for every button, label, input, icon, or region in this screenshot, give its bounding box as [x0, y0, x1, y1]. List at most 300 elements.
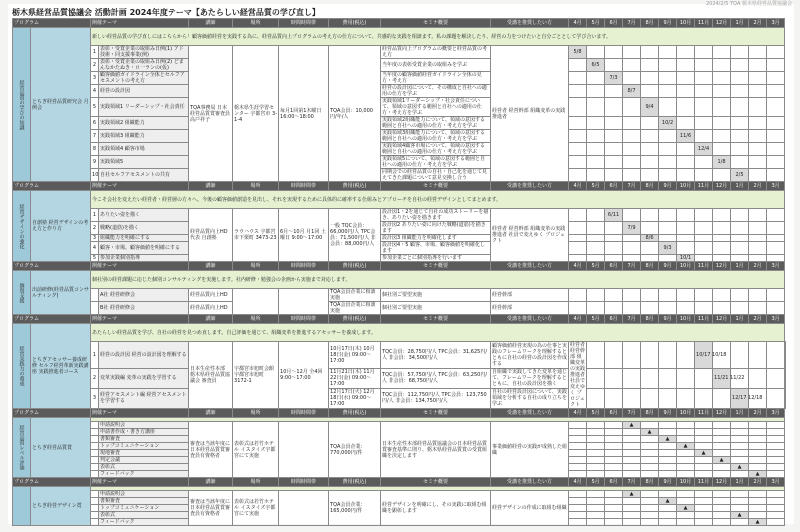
month-cell [623, 342, 641, 369]
month-cell [749, 209, 767, 222]
month-header: 8月 [641, 478, 659, 487]
section-program-title: とちぎアセッサー養成研修 セルフ経営革新実践講座 実践推進者コース [31, 324, 91, 409]
month-cell [767, 368, 785, 388]
month-cell [731, 255, 749, 262]
month-cell [587, 436, 605, 443]
month-cell [587, 512, 605, 519]
month-cell [731, 422, 749, 429]
month-cell [749, 422, 767, 429]
month-header: 7月 [623, 315, 641, 324]
month-cell [749, 443, 767, 450]
month-header: 2月 [749, 409, 767, 418]
month-header: 3月 [767, 409, 785, 418]
month-cell [623, 388, 641, 408]
month-header: 11月 [695, 315, 713, 324]
month-cell [731, 443, 749, 450]
month-cell [695, 491, 713, 498]
month-cell [677, 169, 695, 182]
month-cell [677, 85, 695, 98]
month-cell: 1/8 [713, 156, 731, 169]
month-cell [767, 429, 785, 436]
month-cell [641, 130, 659, 143]
month-cell [677, 422, 695, 429]
month-cell [695, 302, 713, 315]
month-cell [587, 491, 605, 498]
month-cell [659, 235, 677, 242]
month-cell: ▲ [749, 519, 767, 526]
month-header: 6月 [605, 262, 623, 271]
fee-header: 費用(税込) [329, 478, 381, 487]
session-topic: 申請説明会 [99, 491, 189, 498]
month-cell [659, 505, 677, 512]
month-cell: ▲ [749, 471, 767, 478]
month-cell [767, 98, 785, 117]
month-cell [767, 117, 785, 130]
session-topic: 経営の設計図 [99, 85, 189, 98]
month-header: 5月 [587, 409, 605, 418]
row-number: 5 [91, 98, 99, 117]
session-summary: 実践領域4顧客市場について、領域の意図する範囲と自社への適用の仕方・考え方を学ぶ [381, 143, 491, 156]
month-cell [569, 85, 587, 98]
month-cell [767, 242, 785, 255]
month-cell [677, 209, 695, 222]
empty-cell [279, 491, 329, 526]
month-cell [587, 117, 605, 130]
sub-header: 開催テーマ [91, 315, 189, 324]
month-cell [713, 422, 731, 429]
session-summary: 設計図2 ありたい姿に向けた戦略(道筋)を描きます [381, 222, 491, 235]
month-cell [623, 117, 641, 130]
month-cell [587, 169, 605, 182]
month-cell [731, 143, 749, 156]
month-cell [605, 242, 623, 255]
month-cell [677, 242, 695, 255]
row-number [91, 498, 99, 505]
month-cell: 12/4 [695, 143, 713, 156]
row-number [91, 436, 99, 443]
row-number: 1 [91, 342, 99, 369]
row-number [91, 505, 99, 512]
month-cell [767, 512, 785, 519]
month-cell [713, 85, 731, 98]
month-cell [569, 117, 587, 130]
section-target: 経営者 経営幹部 組織変革の実践推進者 社員で変えゆく プロジェクト [491, 209, 569, 262]
month-cell [659, 388, 677, 408]
month-cell [713, 242, 731, 255]
month-cell [713, 143, 731, 156]
header-row [13, 409, 786, 418]
month-cell [767, 342, 785, 369]
month-header: 11月 [695, 19, 713, 28]
month-cell [749, 512, 767, 519]
month-header: 8月 [641, 315, 659, 324]
session-topic: 実践領域4 顧客市場 [99, 143, 189, 156]
month-cell [767, 209, 785, 222]
month-cell [569, 242, 587, 255]
month-cell [677, 471, 695, 478]
month-cell: 8/6 [641, 235, 659, 242]
month-header: 7月 [623, 478, 641, 487]
month-cell: 2/5 [731, 169, 749, 182]
month-cell [587, 98, 605, 117]
lecturer-header: 講師 [189, 315, 233, 324]
month-cell [587, 457, 605, 464]
month-cell [767, 46, 785, 59]
section-seminar: 経営デザインを明確にし、その実践に取組む組織を顕彰します [381, 491, 491, 526]
month-cell [623, 443, 641, 450]
session-lecturer: 審査は当該年度に日本経営品質賞審査員有資格者 [189, 491, 233, 526]
session-topic: 経営アセスメント編 経営アセスメントを学習する [99, 388, 189, 408]
section-program-title: 自創塾 経営デザインの考え方と作り方 [31, 191, 91, 262]
month-header: 9月 [659, 182, 677, 191]
session-topic: 書類審査 [99, 436, 189, 443]
month-cell [659, 130, 677, 143]
month-cell [713, 429, 731, 436]
session-topic: A社 経営研修会 [99, 289, 189, 302]
month-cell [605, 59, 623, 72]
month-cell [695, 46, 713, 59]
month-cell [677, 342, 695, 369]
lecturer-header: 講師 [189, 409, 233, 418]
month-cell [569, 302, 587, 315]
month-cell [587, 46, 605, 59]
month-cell [569, 222, 587, 235]
print-stamp: 2024/2/5 TQA 栃木県経営品質協議会 [705, 1, 792, 7]
row-number: 7 [91, 130, 99, 143]
month-cell [623, 512, 641, 519]
month-header: 2月 [749, 262, 767, 271]
month-cell: 9/4 [641, 98, 659, 117]
month-cell [587, 235, 605, 242]
month-cell [749, 505, 767, 512]
month-cell [695, 471, 713, 478]
session-summary: 設計図3 組織能力を明確化します [381, 235, 491, 242]
month-cell [749, 302, 767, 315]
month-cell [623, 505, 641, 512]
month-cell: 11/21 11/22 [713, 368, 731, 388]
month-cell: 12/17 12/18 [731, 388, 749, 408]
month-cell [587, 368, 605, 388]
month-cell [677, 464, 695, 471]
month-cell [569, 209, 587, 222]
month-cell [641, 222, 659, 235]
month-cell: ▲ [677, 443, 695, 450]
month-cell [695, 242, 713, 255]
month-cell [767, 422, 785, 429]
month-cell [677, 491, 695, 498]
month-cell [749, 98, 767, 117]
schedule-row [13, 72, 786, 85]
session-topic: トップコミュニケーション [99, 505, 189, 512]
month-cell [695, 388, 713, 408]
month-cell [695, 512, 713, 519]
month-cell [731, 498, 749, 505]
month-header: 7月 [623, 19, 641, 28]
month-cell [713, 498, 731, 505]
month-cell [659, 342, 677, 369]
row-number [91, 422, 99, 429]
session-summary: 経営の設計図について、その構成と自社への適用の仕方を学ぶ [381, 85, 491, 98]
time-header: 時間時間帯 [279, 315, 329, 324]
month-cell [731, 505, 749, 512]
month-cell: ▲ [623, 422, 641, 429]
month-cell [713, 505, 731, 512]
month-header: 4月 [569, 262, 587, 271]
month-cell: ▲ [641, 429, 659, 436]
month-cell [641, 471, 659, 478]
month-cell [587, 443, 605, 450]
fee-header: 費用(税込) [329, 409, 381, 418]
section-seminar: 日本生産性本部経営品質協議会の日本経営品質賞審査基準に則り、栃木県経営品質賞の受賞組織を決定します [381, 422, 491, 478]
month-header: 12月 [713, 262, 731, 271]
target-header: 受講を推奨したい方 [491, 315, 569, 324]
month-cell [731, 156, 749, 169]
schedule-row [13, 46, 786, 59]
month-cell: ▲ [677, 505, 695, 512]
section-group-label: 経営実践力の養成 [13, 324, 31, 409]
month-cell [695, 505, 713, 512]
schedule-row [13, 143, 786, 156]
session-lecturer: 経営品質向上HD [189, 302, 233, 315]
month-cell [659, 429, 677, 436]
seminar-header: セミナ概要 [381, 315, 491, 324]
month-cell [677, 429, 695, 436]
month-cell [677, 436, 695, 443]
month-header: 2月 [749, 182, 767, 191]
month-header: 4月 [569, 182, 587, 191]
month-cell [749, 255, 767, 262]
month-cell [695, 498, 713, 505]
session-summary: 個社別ご要望実施 [381, 302, 491, 315]
month-cell: ▲ [731, 512, 749, 519]
month-cell [713, 117, 731, 130]
month-cell [695, 222, 713, 235]
month-cell [605, 368, 623, 388]
section-program-title: とちぎ経営品質研究会 月例会 [31, 28, 91, 182]
month-cell [677, 156, 695, 169]
month-cell [731, 59, 749, 72]
program-header: プログラム [13, 409, 91, 418]
fee-header: 費用(税込) [329, 315, 381, 324]
month-cell [749, 235, 767, 242]
month-header: 6月 [605, 315, 623, 324]
month-cell [641, 505, 659, 512]
row-number [91, 457, 99, 464]
month-cell [767, 156, 785, 169]
month-cell [659, 457, 677, 464]
month-cell: 8/7 [623, 85, 641, 98]
sub-header: 開催テーマ [91, 19, 189, 28]
month-header: 8月 [641, 409, 659, 418]
month-cell [659, 443, 677, 450]
month-cell [659, 222, 677, 235]
month-cell: ▲ [713, 457, 731, 464]
month-header: 10月 [677, 262, 695, 271]
month-header: 4月 [569, 478, 587, 487]
month-cell [767, 289, 785, 302]
month-cell [731, 429, 749, 436]
schedule-row [13, 368, 786, 388]
section-note-row [13, 271, 786, 289]
month-cell [623, 498, 641, 505]
seminar-header: セミナ概要 [381, 478, 491, 487]
seminar-header: セミナ概要 [381, 409, 491, 418]
month-cell [731, 457, 749, 464]
month-cell [623, 368, 641, 388]
month-cell [749, 156, 767, 169]
month-header: 5月 [587, 315, 605, 324]
place-header: 場所 [233, 478, 279, 487]
month-cell [695, 457, 713, 464]
month-cell [713, 302, 731, 315]
session-fee: TQA会員企業に相談実施 [329, 302, 381, 315]
month-cell [767, 498, 785, 505]
month-cell [659, 422, 677, 429]
month-header: 10月 [677, 478, 695, 487]
fee-header: 費用(税込) [329, 19, 381, 28]
month-cell [569, 72, 587, 85]
month-cell [569, 491, 587, 498]
row-number: 3 [91, 72, 99, 85]
document-title: 栃木県経営品質協議会 活動計画 2024年度テーマ【あたらしい経営品質の学び直し】 [12, 8, 320, 17]
month-header: 11月 [695, 409, 713, 418]
section-program-title: とちぎ経営デザイン賞 [31, 487, 91, 526]
month-cell [641, 302, 659, 315]
month-cell [695, 98, 713, 117]
session-lecturer: 経営品質向上HD 代表 自創塾 [189, 209, 233, 262]
month-cell [749, 491, 767, 498]
month-header: 8月 [641, 19, 659, 28]
month-cell [749, 242, 767, 255]
month-cell [695, 117, 713, 130]
row-number [91, 512, 99, 519]
month-cell [731, 235, 749, 242]
month-cell [659, 98, 677, 117]
month-cell [713, 46, 731, 59]
month-cell [623, 130, 641, 143]
month-cell [587, 302, 605, 315]
row-number: 4 [91, 85, 99, 98]
month-cell [569, 156, 587, 169]
section-group-label: 経営品質の学びの知識 [13, 28, 31, 182]
month-cell [641, 156, 659, 169]
session-topic: ありたい姿を描く [99, 209, 189, 222]
month-cell [695, 422, 713, 429]
month-header: 3月 [767, 182, 785, 191]
month-cell [641, 491, 659, 498]
month-cell [605, 85, 623, 98]
month-cell [713, 388, 731, 408]
session-topic: 自社セルフアセスメントの共有 [99, 169, 189, 182]
month-cell [623, 255, 641, 262]
month-cell [659, 46, 677, 59]
session-topic: 変革実践編 変革の実践を学習する [99, 368, 189, 388]
month-header: 2月 [749, 315, 767, 324]
section-summary: 新しい経営品質の学び直しにはこちらから！顧客価値経営を実践する為に、経営品質向上プログラムの考え方の仕方について、共感的な実践を相談ます。私の課題を解決したり、経営の力をつけたいと自分ごととして学び合います。 [91, 28, 785, 46]
session-date: 11月21日(木) 11月22日(金) 09:00～17:00 [329, 368, 381, 388]
month-cell [659, 85, 677, 98]
month-header: 8月 [641, 182, 659, 191]
month-cell [641, 289, 659, 302]
row-number: 2 [91, 222, 99, 235]
lecturer-header: 講師 [189, 182, 233, 191]
month-cell [569, 169, 587, 182]
session-summary: 経営品質向上プログラムの概要と経営品質の考え方 [381, 46, 491, 59]
month-cell [641, 457, 659, 464]
month-header: 9月 [659, 409, 677, 418]
row-number: 3 [91, 388, 99, 408]
month-cell [767, 388, 785, 408]
month-cell [587, 72, 605, 85]
month-header: 1月 [731, 262, 749, 271]
session-summary: 設計図4・5 顧客、市場、顧客価値を明確化します [381, 242, 491, 255]
session-summary: 参加企業ごとに個別指導を行います [381, 255, 491, 262]
month-cell [587, 255, 605, 262]
session-time: 毎月1回第1木曜日 16:00～18:00 [279, 46, 329, 182]
program-header: プログラム [13, 19, 91, 28]
session-topic: 組織能力を明確にする [99, 235, 189, 242]
month-cell [623, 471, 641, 478]
month-cell [623, 519, 641, 526]
month-cell [677, 72, 695, 85]
session-fee: TQC会員：57,750円/人 TPC会員：63,250円/人 非会員：68,750円/人 [381, 368, 491, 388]
month-cell [695, 59, 713, 72]
schedule-row [13, 130, 786, 143]
session-summary: 自社の経営設計図について、実践領域を分析する自社の成り立ちを学ぶ [492, 389, 568, 408]
session-topic: 顧客価値ガイドライン全体とセルフアセスメントの考え方 [99, 72, 189, 85]
month-cell [605, 436, 623, 443]
month-cell [749, 436, 767, 443]
month-cell [587, 388, 605, 408]
month-cell [587, 342, 605, 369]
month-cell [569, 436, 587, 443]
session-date: 12月17日(火) 12月18日(水) 09:00～17:00 [329, 388, 381, 408]
month-header: 6月 [605, 478, 623, 487]
target-header: 受講を推奨したい方 [491, 19, 569, 28]
month-cell [641, 169, 659, 182]
month-cell [587, 422, 605, 429]
month-cell [749, 498, 767, 505]
month-cell [767, 169, 785, 182]
month-cell [695, 156, 713, 169]
month-cell [623, 169, 641, 182]
month-cell [605, 388, 623, 408]
month-cell [749, 342, 767, 369]
month-cell [587, 429, 605, 436]
month-cell [713, 289, 731, 302]
schedule-row [13, 156, 786, 169]
section-fee: TQA会員企業：770,000円/件 [329, 422, 381, 478]
month-cell [677, 235, 695, 242]
month-cell [677, 519, 695, 526]
month-cell [659, 59, 677, 72]
schedule-row [13, 491, 786, 498]
month-cell [731, 98, 749, 117]
section-program-title: 出前研修(経営品質コンサルティング) [31, 271, 91, 315]
plan-sheet [8, 1, 794, 525]
seminar-header: セミナ概要 [381, 262, 491, 271]
month-cell [713, 98, 731, 117]
month-cell [695, 289, 713, 302]
month-cell [749, 46, 767, 59]
month-cell [623, 235, 641, 242]
month-cell [569, 429, 587, 436]
session-summary: 実践領域3組織能力について、領域の意図する範囲と自社への適用の仕方・考え方を学ぶ [381, 130, 491, 143]
header-row [13, 19, 786, 28]
month-cell [713, 255, 731, 262]
month-cell [731, 209, 749, 222]
month-cell [605, 450, 623, 457]
